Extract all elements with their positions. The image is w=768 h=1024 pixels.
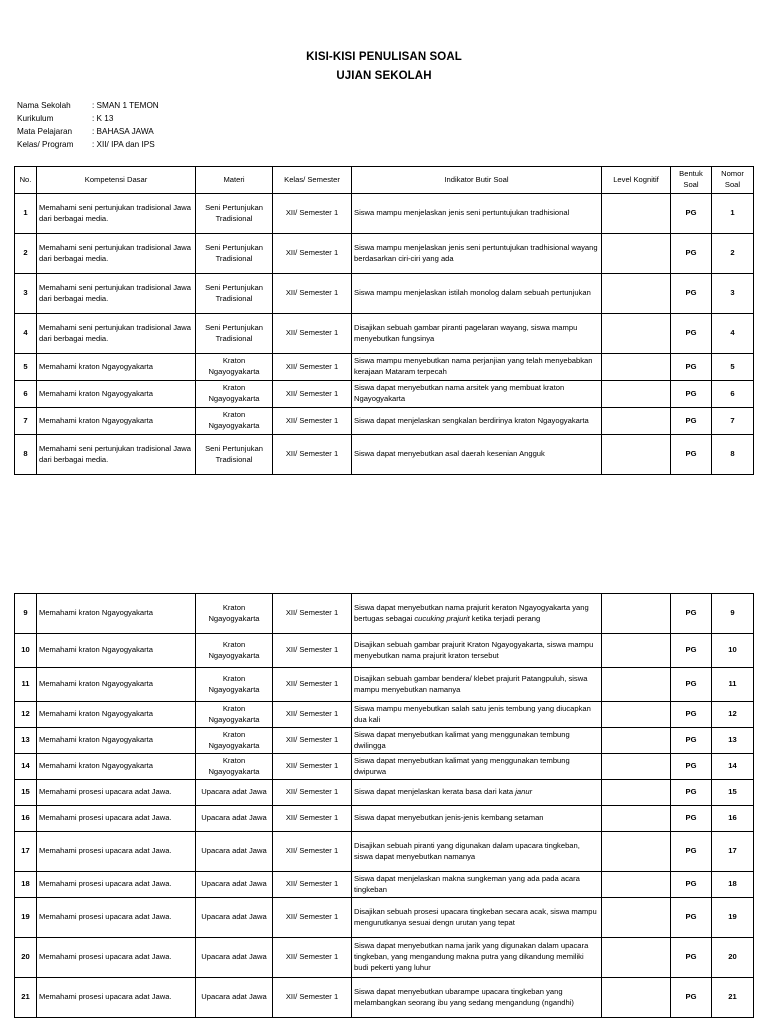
info-value: : SMAN 1 TEMON <box>92 101 159 110</box>
cell-indikator <box>352 354 602 381</box>
cell-bentuk: PG <box>671 274 712 314</box>
cell-bentuk: PG <box>671 234 712 274</box>
cell-bentuk: PG <box>671 728 712 754</box>
cell-kelas: XII/ Semester 1 <box>273 668 352 702</box>
info-value: : K 13 <box>92 114 114 123</box>
indikator-text: Siswa dapat menjelaskan sengkalan berdirinya kraton Ngayogyakarta <box>354 415 589 425</box>
cell-bentuk: PG <box>671 381 712 408</box>
cell-materi: Kraton Ngayogyakarta <box>196 702 273 728</box>
cell-no: 20 <box>15 938 37 978</box>
cell-level <box>602 354 671 381</box>
cell-materi: Kraton Ngayogyakarta <box>196 594 273 634</box>
cell-materi: Seni Pertunjukan Tradisional <box>196 234 273 274</box>
cell-kompetensi: Memahami prosesi upacara adat Jawa. <box>37 872 196 898</box>
indikator-text: Siswa dapat menyebutkan nama arsitek yang membuat kraton Ngayogyakarta <box>354 383 565 403</box>
cell-indikator <box>352 435 602 475</box>
cell-indikator <box>352 408 602 435</box>
indikator-text: Disajikan sebuah gambar bendera/ klebet prajurit Patangpuluh, siswa mampu menyebutkan namanya <box>354 673 588 694</box>
info-label: Nama Sekolah <box>17 101 71 110</box>
indikator-text: Siswa mampu menjelaskan istilah monolog dalam sebuah pertunjukan <box>354 288 591 298</box>
cell-nomor: 3 <box>712 274 754 314</box>
cell-kelas: XII/ Semester 1 <box>273 381 352 408</box>
cell-indikator <box>352 872 602 898</box>
cell-no: 9 <box>15 594 37 634</box>
cell-kompetensi: Memahami prosesi upacara adat Jawa. <box>37 806 196 832</box>
cell-nomor: 20 <box>712 938 754 978</box>
cell-level <box>602 702 671 728</box>
cell-indikator <box>352 702 602 728</box>
cell-nomor: 8 <box>712 435 754 475</box>
cell-indikator <box>352 938 602 978</box>
cell-nomor: 19 <box>712 898 754 938</box>
table-row <box>15 728 754 754</box>
cell-kompetensi: Memahami kraton Ngayogyakarta <box>37 668 196 702</box>
cell-nomor: 21 <box>712 978 754 1018</box>
cell-kompetensi: Memahami seni pertunjukan tradisional Jawa dari berbagai media. <box>37 194 196 234</box>
cell-level <box>602 634 671 668</box>
cell-kompetensi: Memahami kraton Ngayogyakarta <box>37 408 196 435</box>
document-title: KISI-KISI PENULISAN SOAL <box>306 51 462 63</box>
cell-no: 17 <box>15 832 37 872</box>
table-row <box>15 898 754 938</box>
cell-kelas: XII/ Semester 1 <box>273 938 352 978</box>
cell-materi: Kraton Ngayogyakarta <box>196 668 273 702</box>
cell-kelas: XII/ Semester 1 <box>273 314 352 354</box>
indikator-text: Disajikan sebuah prosesi upacara tingkeban secara acak, siswa mampu mengurutkanya sesuai dengn urutan yang tepat <box>354 906 597 927</box>
cell-no: 5 <box>15 354 37 381</box>
cell-nomor: 10 <box>712 634 754 668</box>
cell-bentuk: PG <box>671 832 712 872</box>
cell-indikator <box>352 898 602 938</box>
table-row <box>15 354 754 381</box>
cell-bentuk: PG <box>671 408 712 435</box>
indikator-text: Siswa dapat menyebutkan asal daerah kesenian Angguk <box>354 449 545 459</box>
cell-no: 1 <box>15 194 37 234</box>
indikator-italic: cucuking prajurit <box>414 613 470 623</box>
cell-level <box>602 381 671 408</box>
cell-no: 21 <box>15 978 37 1018</box>
cell-level <box>602 978 671 1018</box>
cell-indikator <box>352 754 602 780</box>
cell-kelas: XII/ Semester 1 <box>273 234 352 274</box>
table-row <box>15 634 754 668</box>
cell-level <box>602 938 671 978</box>
cell-no: 11 <box>15 668 37 702</box>
cell-kompetensi: Memahami seni pertunjukan tradisional Jawa dari berbagai media. <box>37 435 196 475</box>
cell-materi: Upacara adat Jawa <box>196 832 273 872</box>
cell-indikator <box>352 314 602 354</box>
cell-nomor: 9 <box>712 594 754 634</box>
cell-nomor: 15 <box>712 780 754 806</box>
cell-nomor: 6 <box>712 381 754 408</box>
table-row <box>15 754 754 780</box>
cell-nomor: 13 <box>712 728 754 754</box>
table-row <box>15 381 754 408</box>
cell-level <box>602 594 671 634</box>
table-row <box>15 978 754 1018</box>
indikator-text: Siswa mampu menyebutkan salah satu jenis tembung yang diucapkan dua kali <box>354 703 591 724</box>
indikator-text: Siswa dapat menyebutkan jenis-jenis kembang setaman <box>354 813 544 823</box>
cell-materi: Kraton Ngayogyakarta <box>196 354 273 381</box>
cell-kelas: XII/ Semester 1 <box>273 754 352 780</box>
cell-no: 14 <box>15 754 37 780</box>
cell-nomor: 4 <box>712 314 754 354</box>
cell-bentuk: PG <box>671 978 712 1018</box>
info-label: Kelas/ Program <box>17 140 74 149</box>
cell-kelas: XII/ Semester 1 <box>273 780 352 806</box>
cell-bentuk: PG <box>671 314 712 354</box>
cell-indikator <box>352 194 602 234</box>
cell-materi: Seni Pertunjukan Tradisional <box>196 194 273 234</box>
table-row <box>15 234 754 274</box>
table-row <box>15 832 754 872</box>
cell-bentuk: PG <box>671 898 712 938</box>
cell-level <box>602 314 671 354</box>
cell-no: 3 <box>15 274 37 314</box>
indikator-text: Siswa dapat menjelaskan makna sungkeman yang ada pada acara tingkeban <box>354 873 580 894</box>
cell-kelas: XII/ Semester 1 <box>273 728 352 754</box>
col-header-bentuk: Bentuk Soal <box>671 167 712 194</box>
cell-no: 16 <box>15 806 37 832</box>
col-header-no: No. <box>15 167 37 194</box>
cell-no: 4 <box>15 314 37 354</box>
cell-indikator <box>352 274 602 314</box>
cell-materi: Kraton Ngayogyakarta <box>196 728 273 754</box>
col-header-indikator: Indikator Butir Soal <box>352 167 602 194</box>
info-class <box>17 139 155 151</box>
cell-kompetensi: Memahami prosesi upacara adat Jawa. <box>37 832 196 872</box>
cell-kompetensi: Memahami seni pertunjukan tradisional Jawa dari berbagai media. <box>37 234 196 274</box>
indikator-text: Siswa mampu menyebutkan nama perjanjian yang telah menyebabkan kerajaan Mataram terpecah <box>354 356 593 376</box>
cell-level <box>602 898 671 938</box>
indikator-text: Siswa mampu menjelaskan jenis seni pertuntujukan tradhisional wayang berdasarkan ciri-ciri yang ada <box>354 242 598 263</box>
cell-materi: Kraton Ngayogyakarta <box>196 754 273 780</box>
cell-level <box>602 806 671 832</box>
col-header-kelas: Kelas/ Semester <box>273 167 352 194</box>
cell-kompetensi: Memahami kraton Ngayogyakarta <box>37 702 196 728</box>
cell-no: 2 <box>15 234 37 274</box>
cell-no: 8 <box>15 435 37 475</box>
cell-no: 13 <box>15 728 37 754</box>
indikator-text: Siswa dapat menyebutkan kalimat yang menggunakan tembung dwilingga <box>354 729 570 750</box>
cell-kelas: XII/ Semester 1 <box>273 435 352 475</box>
table-row <box>15 938 754 978</box>
cell-materi: Upacara adat Jawa <box>196 938 273 978</box>
info-label: Kurikulum <box>17 114 54 123</box>
cell-indikator <box>352 832 602 872</box>
cell-nomor: 12 <box>712 702 754 728</box>
cell-kelas: XII/ Semester 1 <box>273 702 352 728</box>
kisi-table-part-1 <box>14 166 754 475</box>
cell-kelas: XII/ Semester 1 <box>273 634 352 668</box>
cell-indikator <box>352 634 602 668</box>
table-row <box>15 780 754 806</box>
cell-nomor: 16 <box>712 806 754 832</box>
cell-bentuk: PG <box>671 702 712 728</box>
cell-no: 10 <box>15 634 37 668</box>
cell-no: 12 <box>15 702 37 728</box>
table-row <box>15 194 754 234</box>
cell-kompetensi: Memahami prosesi upacara adat Jawa. <box>37 898 196 938</box>
cell-materi: Kraton Ngayogyakarta <box>196 408 273 435</box>
indikator-text: Disajikan sebuah gambar piranti pagelaran wayang, siswa mampu menyebutkan fungsinya <box>354 322 578 343</box>
cell-materi: Kraton Ngayogyakarta <box>196 381 273 408</box>
col-header-materi: Materi <box>196 167 273 194</box>
cell-materi: Kraton Ngayogyakarta <box>196 634 273 668</box>
cell-no: 7 <box>15 408 37 435</box>
cell-indikator <box>352 780 602 806</box>
table-row <box>15 435 754 475</box>
cell-kompetensi: Memahami prosesi upacara adat Jawa. <box>37 938 196 978</box>
cell-bentuk: PG <box>671 634 712 668</box>
info-school <box>17 100 159 112</box>
cell-kompetensi: Memahami kraton Ngayogyakarta <box>37 354 196 381</box>
indikator-text: Disajikan sebuah piranti yang digunakan dalam upacara tingkeban, siswa dapat menyebutkan namanya <box>354 840 580 861</box>
cell-nomor: 1 <box>712 194 754 234</box>
cell-materi: Upacara adat Jawa <box>196 978 273 1018</box>
cell-kelas: XII/ Semester 1 <box>273 872 352 898</box>
table-row <box>15 872 754 898</box>
document-subtitle: UJIAN SEKOLAH <box>336 70 432 82</box>
cell-level <box>602 668 671 702</box>
cell-bentuk: PG <box>671 780 712 806</box>
cell-indikator <box>352 978 602 1018</box>
cell-kompetensi: Memahami kraton Ngayogyakarta <box>37 754 196 780</box>
cell-nomor: 5 <box>712 354 754 381</box>
table-row <box>15 274 754 314</box>
col-header-nomor: Nomor Soal <box>712 167 754 194</box>
indikator-text: Siswa dapat menyebutkan kalimat yang menggunakan tembung dwipurwa <box>354 755 570 776</box>
cell-indikator <box>352 381 602 408</box>
cell-indikator <box>352 668 602 702</box>
cell-level <box>602 274 671 314</box>
col-header-level: Level Kognitif <box>602 167 671 194</box>
indikator-text: Siswa dapat menyebutkan nama jarik yang digunakan dalam upacara tingkeban, yang mengandung makna putra yang dikandung memiliki budi pekerti yang luhur <box>354 941 589 972</box>
cell-nomor: 17 <box>712 832 754 872</box>
table-row <box>15 668 754 702</box>
cell-kompetensi: Memahami kraton Ngayogyakarta <box>37 728 196 754</box>
cell-nomor: 2 <box>712 234 754 274</box>
cell-kompetensi: Memahami seni pertunjukan tradisional Jawa dari berbagai media. <box>37 274 196 314</box>
cell-kompetensi: Memahami prosesi upacara adat Jawa. <box>37 978 196 1018</box>
cell-level <box>602 234 671 274</box>
cell-bentuk: PG <box>671 435 712 475</box>
cell-kelas: XII/ Semester 1 <box>273 594 352 634</box>
cell-level <box>602 780 671 806</box>
cell-kelas: XII/ Semester 1 <box>273 408 352 435</box>
cell-bentuk: PG <box>671 194 712 234</box>
cell-kompetensi: Memahami prosesi upacara adat Jawa. <box>37 780 196 806</box>
info-subject <box>17 126 154 138</box>
cell-kelas: XII/ Semester 1 <box>273 832 352 872</box>
cell-nomor: 18 <box>712 872 754 898</box>
cell-indikator <box>352 806 602 832</box>
cell-level <box>602 435 671 475</box>
cell-indikator <box>352 234 602 274</box>
info-value: : BAHASA JAWA <box>92 127 154 136</box>
cell-nomor: 11 <box>712 668 754 702</box>
table-row <box>15 314 754 354</box>
cell-no: 18 <box>15 872 37 898</box>
cell-nomor: 14 <box>712 754 754 780</box>
cell-materi: Seni Pertunjukan Tradisional <box>196 274 273 314</box>
cell-kelas: XII/ Semester 1 <box>273 354 352 381</box>
info-label: Mata Pelajaran <box>17 127 73 136</box>
cell-bentuk: PG <box>671 806 712 832</box>
cell-level <box>602 832 671 872</box>
table-row <box>15 408 754 435</box>
cell-bentuk: PG <box>671 354 712 381</box>
cell-kompetensi: Memahami kraton Ngayogyakarta <box>37 381 196 408</box>
cell-bentuk: PG <box>671 594 712 634</box>
cell-no: 15 <box>15 780 37 806</box>
cell-bentuk: PG <box>671 872 712 898</box>
indikator-text: Siswa dapat menyebutkan nama prajurit keraton Ngayogyakarta yang bertugas sebagai <box>354 602 589 623</box>
cell-no: 19 <box>15 898 37 938</box>
indikator-text: Siswa dapat menjelaskan kerata basa dari kata <box>354 787 516 797</box>
cell-bentuk: PG <box>671 668 712 702</box>
cell-kelas: XII/ Semester 1 <box>273 806 352 832</box>
cell-nomor: 7 <box>712 408 754 435</box>
cell-kompetensi: Memahami seni pertunjukan tradisional Jawa dari berbagai media. <box>37 314 196 354</box>
kisi-table-part-2 <box>14 593 754 1018</box>
cell-indikator <box>352 728 602 754</box>
cell-materi: Upacara adat Jawa <box>196 898 273 938</box>
cell-level <box>602 754 671 780</box>
cell-kelas: XII/ Semester 1 <box>273 898 352 938</box>
col-header-kd: Kompetensi Dasar <box>37 167 196 194</box>
info-value: : XII/ IPA dan IPS <box>92 140 155 149</box>
cell-level <box>602 728 671 754</box>
cell-kelas: XII/ Semester 1 <box>273 274 352 314</box>
cell-indikator <box>352 594 602 634</box>
table-row <box>15 806 754 832</box>
table-row <box>15 702 754 728</box>
cell-materi: Seni Pertunjukan Tradisional <box>196 314 273 354</box>
cell-kelas: XII/ Semester 1 <box>273 194 352 234</box>
cell-level <box>602 872 671 898</box>
indikator-text: Siswa mampu menjelaskan jenis seni pertuntujukan tradhisional <box>354 208 570 218</box>
indikator-italic: janur <box>515 787 533 797</box>
indikator-text-end: ketika terjadi perang <box>469 613 541 623</box>
cell-materi: Upacara adat Jawa <box>196 872 273 898</box>
cell-bentuk: PG <box>671 754 712 780</box>
indikator-text: Disajikan sebuah gambar prajurit Kraton Ngayogyakarta, siswa mampu menyebutkan nama prajurit kraton tersebut <box>354 639 594 660</box>
cell-materi: Upacara adat Jawa <box>196 806 273 832</box>
cell-kompetensi: Memahami kraton Ngayogyakarta <box>37 634 196 668</box>
info-curriculum <box>17 113 113 125</box>
cell-level <box>602 194 671 234</box>
cell-materi: Upacara adat Jawa <box>196 780 273 806</box>
cell-no: 6 <box>15 381 37 408</box>
cell-level <box>602 408 671 435</box>
indikator-text: Siswa dapat menyebutkan ubarampe upacara tingkeban yang melambangkan seorang ibu yang sedang mengandung (ngandhi) <box>354 986 574 1007</box>
cell-materi: Seni Pertunjukan Tradisional <box>196 435 273 475</box>
cell-bentuk: PG <box>671 938 712 978</box>
cell-kompetensi: Memahami kraton Ngayogyakarta <box>37 594 196 634</box>
table-row <box>15 594 754 634</box>
table-header-row <box>15 167 754 194</box>
cell-kelas: XII/ Semester 1 <box>273 978 352 1018</box>
